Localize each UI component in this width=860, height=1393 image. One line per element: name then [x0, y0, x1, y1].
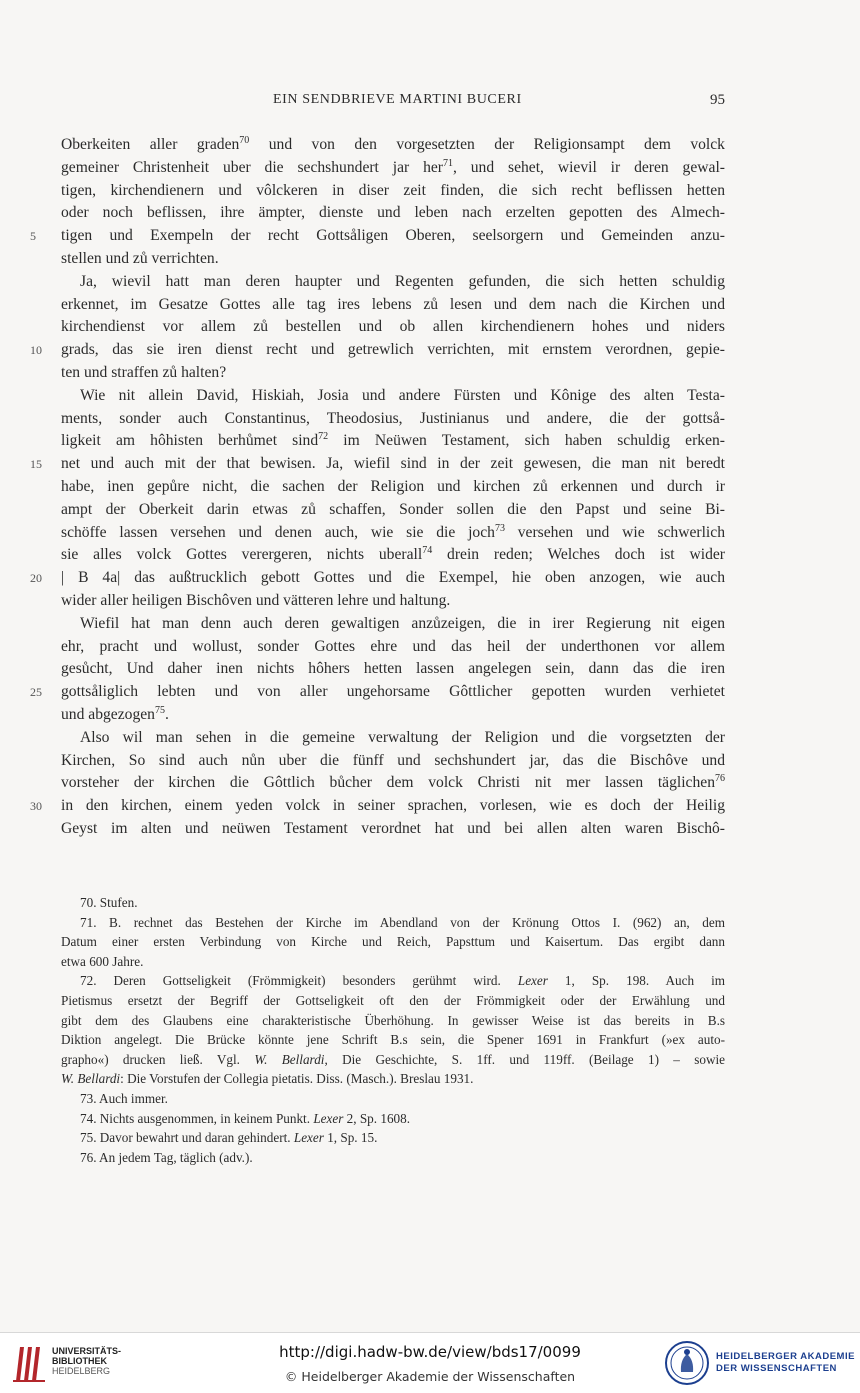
footnote-line: 73. Auch immer. — [80, 1090, 168, 1106]
body-line: Oberkeiten aller graden$^{70}$ und von den vorgesetzten der Religionsampt dem volck — [61, 135, 725, 153]
academy-name — [716, 1351, 855, 1375]
body-line: ampt der Oberkeit darin etwas zů schaffen, Sonder sollen die den Papst und seine Bi- — [61, 500, 725, 518]
line-number: 5 — [30, 229, 36, 244]
permalink-url[interactable]: http://digi.hadw-bw.de/view/bds17/0099 — [279, 1343, 581, 1361]
running-head — [60, 92, 725, 116]
copyright-notice: © Heidelberger Akademie der Wissenschaften — [284, 1369, 576, 1384]
footnote-line: 74. Nichts ausgenommen, in keinem Punkt. Lexer 2, Sp. 1608. — [80, 1110, 411, 1126]
line-number: 10 — [30, 343, 42, 358]
body-line: Wiefil hat man denn auch deren gewaltigen anzůzeigen, die in irer Regierung nit eigen — [80, 614, 725, 632]
body-line: ten und straffen zů halten? — [61, 363, 227, 381]
library-name-line-2: BIBLIOTHEK — [52, 1356, 107, 1366]
body-line: gesůcht, Und daher inen nichts hôhers hetten lassen angelegen sein, dann das die iren — [61, 660, 725, 678]
body-line: und abgezogen$^{75}$. — [61, 704, 169, 723]
body-line: vorsteher der kirchen die Gôttlich bůcher dem volck Christi nit mer lassen täglichen$^{76}$ — [61, 773, 725, 792]
body-line: Geyst im alten und neüwen Testament verordnet hat und bei allen alten waren Bischô- — [61, 819, 725, 837]
footnotes — [61, 893, 725, 1167]
body-line: tigen und Exempeln der recht Gottsåligen Oberen, seelsorgern und Gemeinden anzu- 5 — [61, 225, 725, 248]
body-line: ehr, pracht und wollust, sonder Gottes ehre und das heil der underthonen vor allem — [61, 637, 725, 655]
footnote-line: grapho«) drucken ließ. Vgl. W. Bellardi, Die Geschichte, S. 1ff. und 119ff. (Beilage 1) – sowie — [61, 1051, 725, 1067]
footnote-line: gibt dem des Glaubens eine charakteristische Überhöhung. In gewisser Weise ist das bereits in B.s — [61, 1012, 725, 1028]
academy-seal-icon — [664, 1340, 710, 1386]
body-line: Ja, wievil hatt man deren haupter und Regenten gefunden, die sich hetten schuldig — [80, 272, 725, 290]
academy-name-line-1: HEIDELBERGER AKADEMIE — [716, 1351, 855, 1362]
body-line: Wie nit allein David, Hiskiah, Josia und andere Fürsten und Kônige des alten Testa- — [80, 386, 725, 404]
library-name-line-3: HEIDELBERG — [52, 1366, 111, 1376]
viewer-footer — [0, 1332, 860, 1393]
footnote-line: etwa 600 Jahre. — [61, 953, 144, 969]
footnote-line: Datum einer ersten Verbindung von Kirche und Reich, Papsttum und Kaisertum. Das ergibt dann — [61, 934, 725, 950]
body-line: stellen und zů verrichten. — [61, 249, 219, 267]
body-line: ments, sonder auch Constantinus, Theodosius, Justinianus und andere, die der gottså- — [61, 409, 725, 427]
body-line: gemeiner Christenheit uber die sechshundert jar her$^{71}$, und sehet, wievil ir deren gewal- — [61, 157, 725, 176]
body-line: gottsåliglich lebten und von aller ungehorsame Gôttlicher gepotten wurden verhietet 25 — [61, 681, 725, 704]
body-line: net und auch mit der that bewisen. Ja, wiefil sind in der zeit gewesen, die man nit beredt 15 — [61, 453, 725, 476]
footnote-line: Diktion angelegt. Die Brücke könnte jene Schrift B.s sein, die Spener 1691 in Frankfurt (»ex auto- — [61, 1032, 725, 1048]
body-line: erkennet, im Gesatze Gottes alle tag ires lebens zů lesen und dem nach die Kirchen und — [61, 295, 725, 313]
academy-name-line-2: DER WISSENSCHAFTEN — [716, 1363, 837, 1374]
footnote-line: 71. B. rechnet das Bestehen der Kirche im Abendland von der Krönung Ottos I. (962) an, dem — [80, 914, 725, 930]
body-line: kirchendienst vor allem zů bestellen und ob allen kirchendienern hohes und niders — [61, 318, 725, 336]
line-number: 25 — [30, 685, 42, 700]
body-line: | B 4a| das außtrucklich gebott Gottes und die Exempel, hie oben anzogen, wie auch 20 — [61, 567, 725, 590]
footnote-line: 76. An jedem Tag, täglich (adv.). — [80, 1149, 253, 1165]
body-line: Kirchen, So sind auch nůn uber die fünff und sechshundert jar, das die Bischôve und — [61, 751, 725, 769]
line-number: 30 — [30, 799, 42, 814]
footnote-line: W. Bellardi: Die Vorstufen der Collegia pietatis. Diss. (Masch.). Breslau 1931. — [61, 1071, 474, 1087]
body-line: sie alles volck Gottes verergeren, nichts uberall$^{74}$ drein reden; Welches doch ist wider — [61, 545, 725, 564]
footnote-line: 75. Davor bewahrt und daran gehindert. Lexer 1, Sp. 15. — [80, 1130, 378, 1146]
body-line: oder noch beflissen, ihre ämpter, dienste und leben nach erzelten gepotten des Almech- — [61, 204, 725, 222]
body-line: Also wil man sehen in die gemeine verwaltung der Religion und die vorgsetzten der — [80, 728, 725, 746]
line-number: 20 — [30, 571, 42, 586]
body-line: grads, das sie iren dienst recht und getrewlich verrichten, mit ernstem verordnen, gepie- 10 — [61, 339, 725, 362]
line-number: 15 — [30, 457, 42, 472]
footnote-line: 70. Stufen. — [80, 895, 138, 910]
body-text — [30, 134, 725, 841]
body-line: wider aller heiligen Bischôven und vätteren lehre und haltung. — [61, 591, 451, 609]
footnote-line: Pietismus ersetzt der Begriff der Gottseligkeit oft den der Frömmigkeit oder der Erwählung und — [61, 992, 725, 1008]
running-head-title: EIN SENDBRIEVE MARTINI BUCERI — [273, 92, 522, 107]
body-line: ligkeit am hôhisten berhůmet sind$^{72}$ im Neüwen Testament, sich haben schuldig erken- — [61, 431, 725, 450]
page-number: 95 — [710, 92, 725, 108]
library-name-line-1: UNIVERSITÄTS- — [52, 1346, 122, 1356]
body-line: schöffe lassen versehen und denen auch, wie sie die joch$^{73}$ versehen und wie schwerlich — [61, 522, 725, 541]
body-line: in den kirchen, einem yeden volck in seiner sprachen, vorlesen, wie es doch der Heilig 30 — [61, 795, 725, 818]
body-line: tigen, kirchendienern und vôlckeren in diser zeit finden, die sich recht beflissen hetten — [61, 181, 725, 199]
footnote-line: 72. Deren Gottseligkeit (Frömmigkeit) besonders gerühmt wird. Lexer 1, Sp. 198. Auch im — [80, 973, 725, 989]
body-line: habe, inen gepůre nicht, die sachen der Religion und kirchen zů erkennen und durch ir — [61, 477, 725, 495]
